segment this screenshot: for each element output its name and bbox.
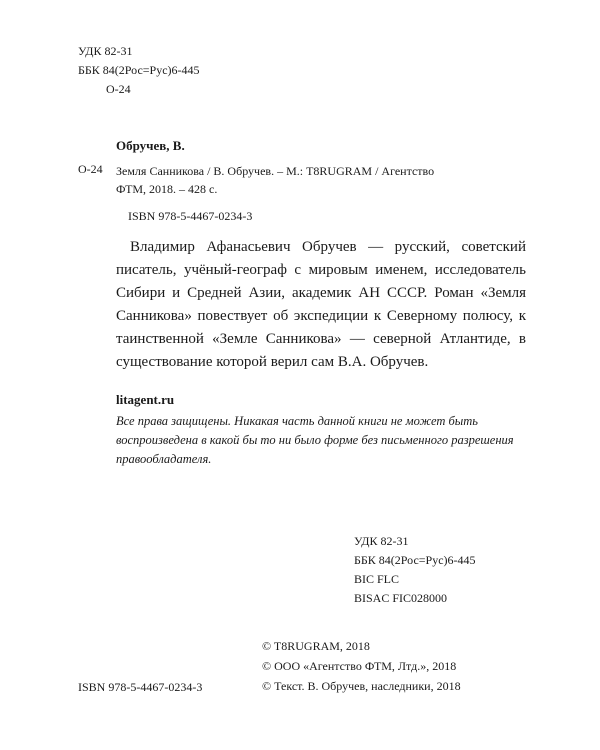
bisac-code: BISAC FIC028000 xyxy=(354,591,448,605)
isbn: ISBN 978-5-4467-0234-3 xyxy=(128,209,253,223)
copyright-line: © Текст. В. Обручев, наследники, 2018 xyxy=(262,679,461,693)
udk-code: УДК 82-31 xyxy=(78,44,133,58)
author-sign: О-24 xyxy=(106,82,131,96)
classification-bottom xyxy=(354,532,476,608)
annotation: Владимир Афанасьевич Обручев — русский, советский писатель, учёный-географ с мировым именем, исследователь Сибири и Средней Азии, академик АН СССР. Роман «Земля Санникова» повествует об экспедиции к Северному полюсу, к таинственной «Земле Санникова» — северной Атлантиде, в существование которой верил сам В.А. Обручев. xyxy=(116,239,526,370)
bbk-code-bottom: ББК 84(2Рос=Рус)6-445 xyxy=(354,553,476,567)
catalog-code: О-24 xyxy=(78,162,103,176)
site-link[interactable]: litagent.ru xyxy=(116,392,175,407)
rights-notice: Все права защищены. Никакая часть данной книги не может быть воспроизведена в какой бы то ни было форме без письменного разрешения правообладателя. xyxy=(116,414,514,466)
bibliographic-line-2: ФТМ, 2018. – 428 с. xyxy=(116,182,218,196)
copyright-block xyxy=(262,636,461,696)
bibliographic-description xyxy=(116,162,516,198)
copyright-line: © T8RUGRAM, 2018 xyxy=(262,639,370,653)
author-name: Обручев, В. xyxy=(116,138,185,153)
classification-top xyxy=(78,42,200,99)
bbk-code: ББК 84(2Рос=Рус)6-445 xyxy=(78,63,200,77)
isbn-bottom: ISBN 978-5-4467-0234-3 xyxy=(78,680,203,694)
copyright-line: © ООО «Агентство ФТМ, Лтд.», 2018 xyxy=(262,659,457,673)
bic-code: BIC FLC xyxy=(354,572,400,586)
udk-code-bottom: УДК 82-31 xyxy=(354,534,409,548)
bibliographic-line-1: Земля Санникова / В. Обручев. – М.: T8RUGRAM / Агентство xyxy=(116,164,435,178)
